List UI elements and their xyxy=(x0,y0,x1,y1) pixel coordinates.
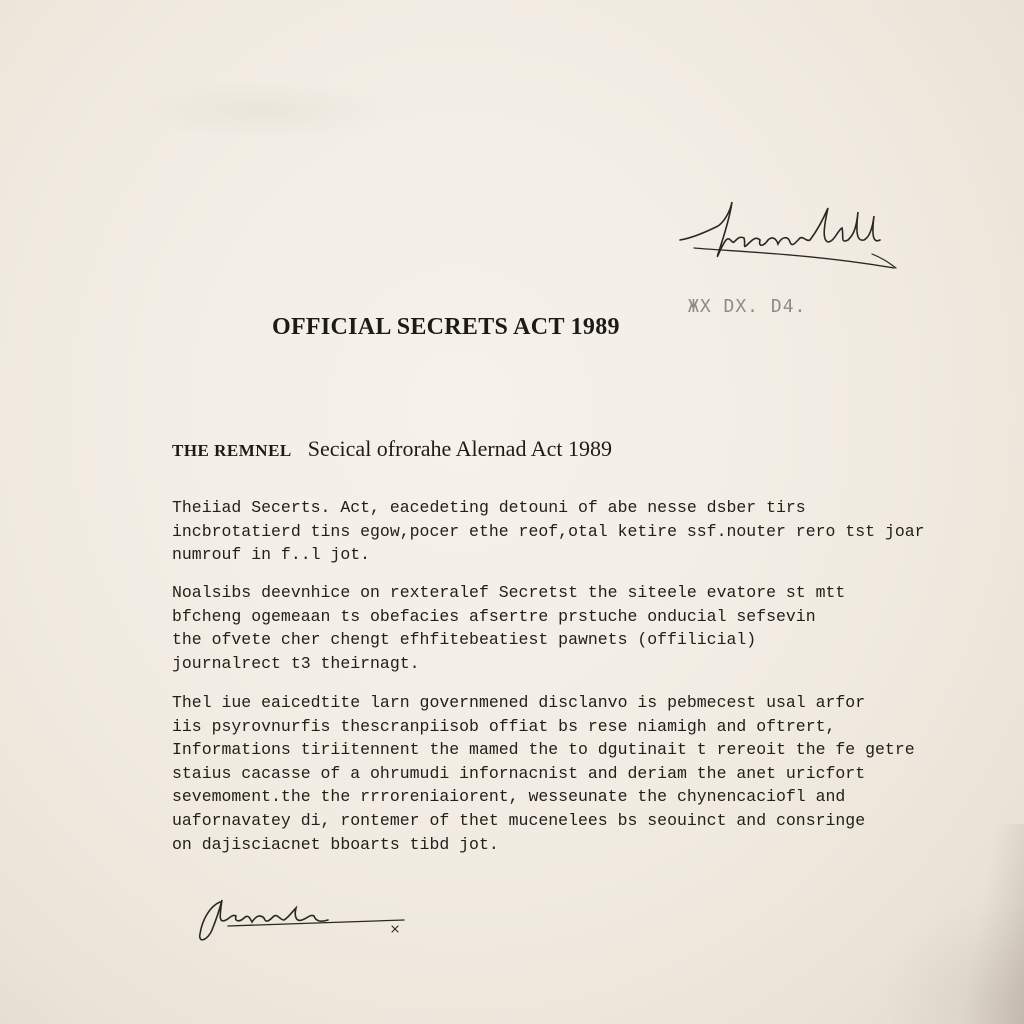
paragraph-line: Thel iue eaicedtite larn governmened disclanvo is pebmecest usal arfor xyxy=(172,693,866,712)
paragraph-line: numrouf in f..l jot. xyxy=(172,545,371,565)
document-title: OFFICIAL SECRETS ACT 1989 xyxy=(272,314,620,340)
subheading-main: Secical ofrorahe Alernad Act 1989 xyxy=(307,436,612,461)
paragraph-line: iis psyrovnurfis thescranpiisob offiat bs rese niamigh and oftrert, xyxy=(172,716,836,736)
signature-bottom xyxy=(192,880,412,950)
paragraph-line: incbrotatierd tins egow,pocer ethe reof,otal ketire ssf.nouter rero tst joar xyxy=(172,521,925,541)
stamp-code: ЖX DX. D4. xyxy=(688,296,807,317)
paragraph-line: journalrect t3 theirnagt. xyxy=(172,653,420,673)
paragraph-2 xyxy=(172,581,872,675)
paragraph-line: bfcheng ogemeaan ts obefacies afsertre prstuche onducial sefsevin xyxy=(172,606,816,626)
paragraph-line: uafornavatey di, rontemer of thet mucenelees bs seouinct and consringe xyxy=(172,810,866,830)
paragraph-line: Informations tiriitennent the mamed the to dgutinait t rereoit the fe getre xyxy=(172,740,915,760)
paragraph-line: staius cacasse of a ohrumudi infornacnist and deriam the anet uricfort xyxy=(172,763,866,783)
paragraph-3 xyxy=(172,691,915,856)
paragraph-line: sevemoment.the the rrroreniaiorent, wesseunate the chynencaciofl and xyxy=(172,787,846,807)
paragraph-line: on dajisciacnet bboarts tibd jot. xyxy=(172,834,499,854)
paper-curl xyxy=(954,824,1024,1024)
paper-stain xyxy=(130,80,390,140)
paragraph-1 xyxy=(172,496,925,567)
paragraph-line: Theiiad Secerts. Act, eacedeting detouni of abe nesse dsber tirs xyxy=(172,498,806,517)
paragraph-line: the ofvete cher chengt efhfitebeatiest pawnets (offilicial) xyxy=(172,630,757,650)
subheading xyxy=(172,436,612,462)
paragraph-line: Noalsibs deevnhice on rexteralef Secretst the siteele evatore st mtt xyxy=(172,583,846,602)
signature-top xyxy=(672,192,900,276)
subheading-prefix: THE REMNEL xyxy=(172,441,292,460)
